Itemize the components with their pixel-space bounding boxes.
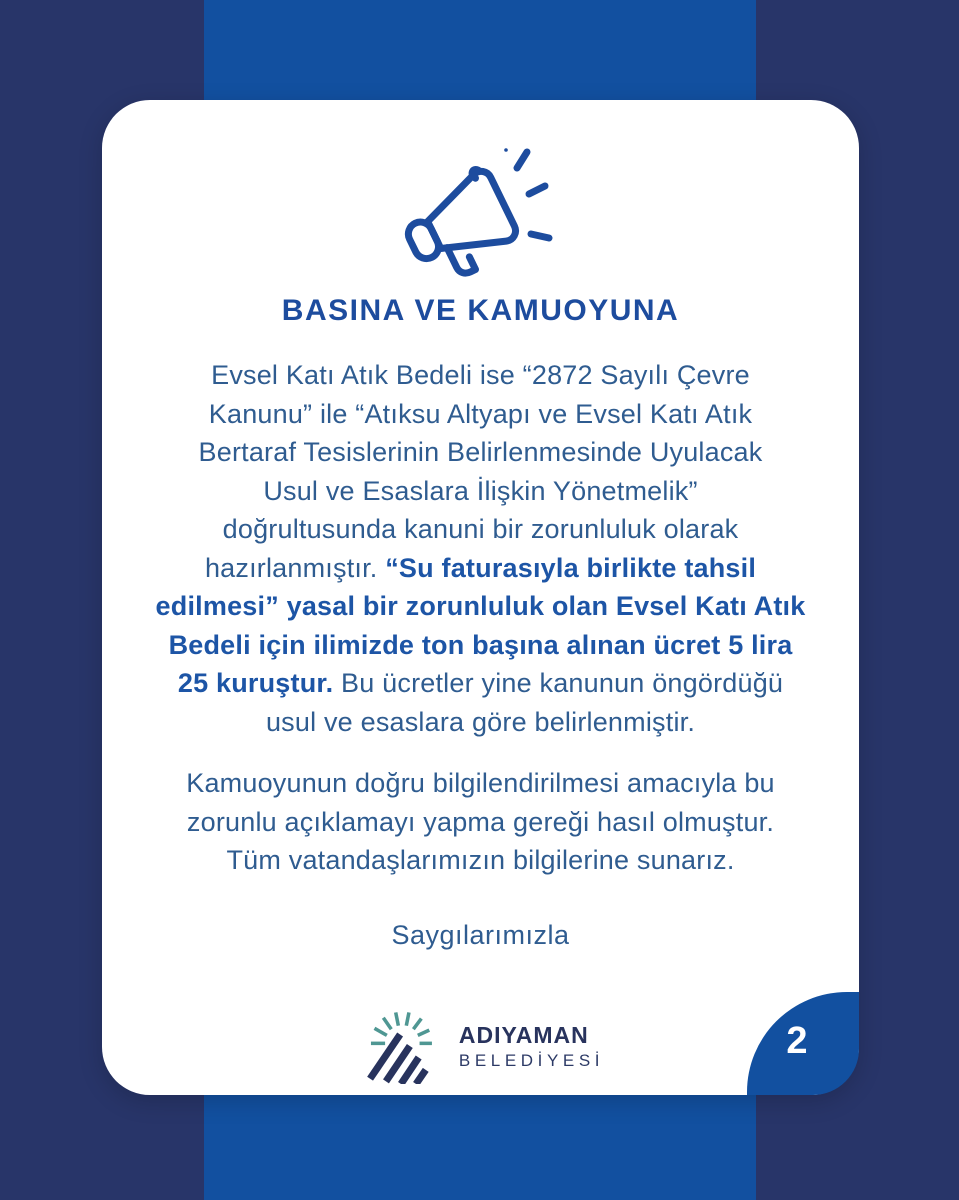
announcement-title: BASINA VE KAMUOYUNA	[281, 294, 680, 327]
page-number: 2	[786, 1020, 808, 1062]
closing-salutation: Saygılarımızla	[391, 920, 570, 950]
municipality-logo	[102, 1008, 859, 1084]
municipality-logo-text	[459, 1022, 604, 1071]
megaphone-icon	[371, 138, 591, 288]
announcement-card	[102, 100, 859, 1095]
municipality-subtitle: BELEDİYESİ	[458, 1050, 605, 1070]
sunrise-stripes-logo-icon	[357, 1008, 445, 1084]
municipality-name: ADIYAMAN	[458, 1021, 589, 1048]
announcement-paragraph-2: Kamuoyunun doğru bilgilendirilmesi amacıyla bu zorunlu açıklamayı yapma gereği hasıl olmuştur. Tüm vatandaşlarımızın bilgilerine sunarız.	[186, 768, 775, 875]
announcement-paragraph-1: Evsel Katı Atık Bedeli ise “2872 Sayılı Çevre Kanunu” ile “Atıksu Altyapı ve Evsel Katı Atık Bertaraf Tesislerinin Belirlenmesinde Uyulacak Usul ve Esaslara İlişkin Yönetmelik” doğrultusunda kanuni bir zorunluluk olarak hazırlanmıştır. “Su faturasıyla birlikte tahsil edilmesi” yasal bir zorunluluk olan Evsel Katı Atık Bedeli için ilimizde ton başına alınan ücret 5 lira 25 kuruştur. Bu ücretler yine kanunun öngördüğü usul ve esaslara göre belirlenmiştir.	[155, 360, 806, 737]
